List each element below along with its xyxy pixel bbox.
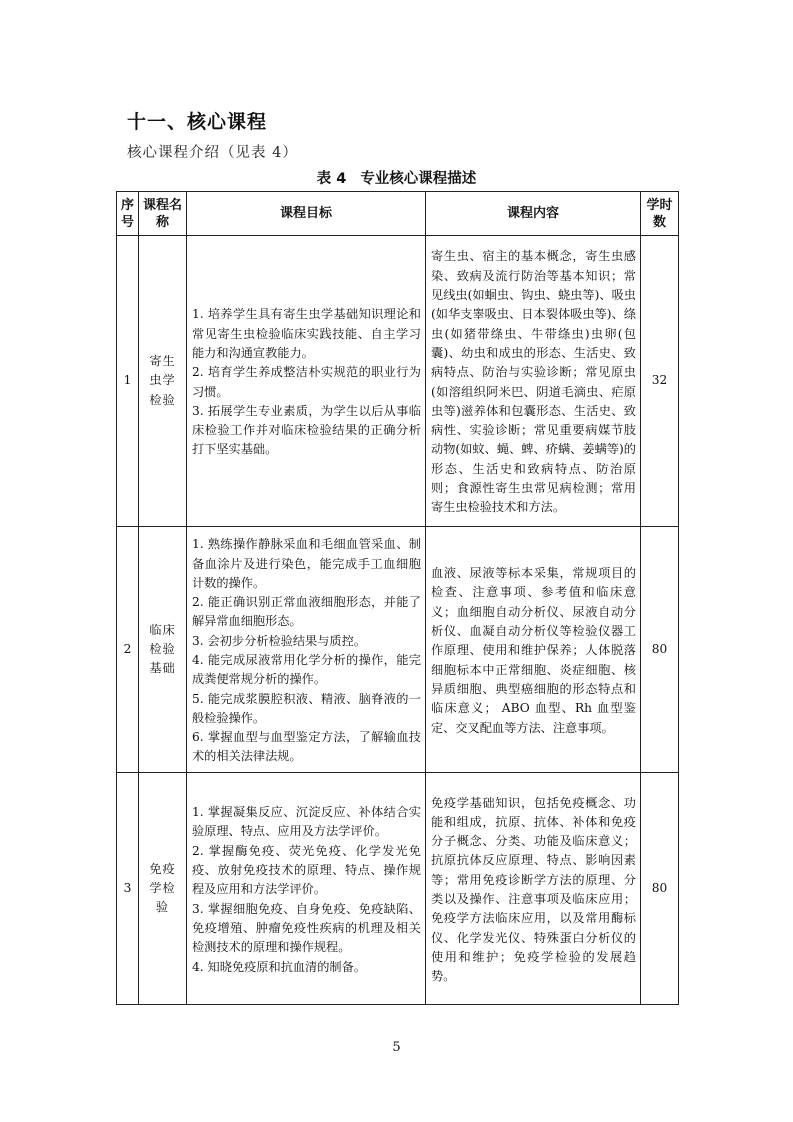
course-content: 免疫学基础知识，包括免疫概念、功能和组成，抗原、抗体、补体和免疫分子概念、分类、功能及临床意义；抗原抗体反应原理、特点、影响因素等；常用免疫诊断学方法的原理、分类以及操作、注意事项及临床应用；免疫学方法临床应用，以及常用酶标仪、化学发光仪、特殊蛋白分析仪的使用和维护；免疫学检验的发展趋势。 [426, 773, 641, 1005]
row-index: 3 [117, 773, 139, 1005]
goal-item: 3. 拓展学生专业素质，为学生以后从事临床检验工作并对临床检验结果的正确分析打下坚实基础。 [192, 403, 421, 457]
goal-item: 3. 掌握细胞免疫、自身免疫、免疫缺陷、免疫增殖、肿瘤免疫性疾病的机理及相关检测技术的原理和操作规程。 [192, 901, 421, 955]
goal-item: 5. 能完成浆膜腔积液、精液、脑脊液的一般检验操作。 [192, 691, 421, 725]
course-hours: 32 [641, 236, 679, 527]
header-goals: 课程目标 [187, 192, 426, 236]
course-name: 寄生虫学检验 [139, 236, 187, 527]
header-index: 序号 [117, 192, 139, 236]
goal-item: 2. 能正确识别正常血液细胞形态，并能了解异常血细胞形态。 [192, 595, 421, 629]
goal-item: 2. 培育学生养成整洁朴实规范的职业行为习惯。 [192, 365, 421, 399]
table-caption [0, 167, 793, 188]
goal-item: 1. 掌握凝集反应、沉淀反应、补体结合实验原理、特点、应用及方法学评价。 [192, 805, 421, 839]
course-goals [187, 773, 426, 1005]
goal-item: 1. 培养学生具有寄生虫学基础知识理论和常见寄生虫检验临床实践技能、自主学习能力和沟通宣教能力。 [192, 307, 421, 360]
header-content: 课程内容 [426, 192, 641, 236]
course-goals [187, 236, 426, 527]
section-title: 十一、核心课程 [127, 111, 268, 133]
goal-item: 6. 掌握血型与血型鉴定方法，了解输血技术的相关法律法规。 [192, 730, 421, 764]
core-courses-table [116, 191, 679, 1005]
goal-item: 4. 能完成尿液常用化学分析的操作，能完成粪便常规分析的操作。 [192, 653, 421, 687]
goal-item: 4. 知晓免疫原和抗血清的制备。 [192, 959, 366, 974]
table-caption-number: 表 4 [316, 171, 347, 187]
header-hours: 学时数 [641, 192, 679, 236]
goal-item: 3. 会初步分析检验结果与质控。 [192, 633, 366, 648]
course-hours: 80 [641, 527, 679, 773]
table-caption-title: 专业核心课程描述 [360, 171, 477, 187]
goal-item: 2. 掌握酶免疫、荧光免疫、化学发光免疫、放射免疫技术的原理、特点、操作规程及应用和方法学评价。 [192, 843, 421, 897]
table-row [117, 527, 679, 773]
row-index: 1 [117, 236, 139, 527]
course-hours: 80 [641, 773, 679, 1005]
table-header-row [117, 192, 679, 236]
goal-item: 1. 熟练操作静脉采血和毛细血管采血、制备血涂片及进行染色，能完成手工血细胞计数的操作。 [192, 537, 421, 590]
course-content: 寄生虫、宿主的基本概念，寄生虫感染、致病及流行防治等基本知识；常见线虫(如蛔虫、钩虫、蛲虫等)、吸虫(如华支睾吸虫、日本裂体吸虫等)、绦虫(如猪带绦虫、牛带绦虫)虫卵(包囊)、幼虫和成虫的形态、生活史、致病特点、防治与实验诊断；常见原虫(如溶组织阿米巴、阴道毛滴虫、疟原虫等)滋养体和包囊形态、生活史、致病性、实验诊断；常见重要病媒节肢动物(如蚊、蝇、蜱、疥螨、姜螨等)的形态、生活史和致病特点、防治原则；食源性寄生虫常见病检测；常用寄生虫检验技术和方法。 [426, 236, 641, 527]
course-content: 血液、尿液等标本采集，常规项目的检查、注意事项、参考值和临床意义；血细胞自动分析仪、尿液自动分析仪、血凝自动分析仪等检验仪器工作原理、使用和维护保养；人体脱落细胞标本中正常细胞、炎症细胞、核异质细胞、典型癌细胞的形态特点和临床意义； ABO 血型、Rh 血型鉴定、交叉配血等方法、注意事项。 [426, 527, 641, 773]
page-number: 5 [392, 1040, 401, 1055]
course-name: 免疫学检验 [139, 773, 187, 1005]
table-row [117, 236, 679, 527]
row-index: 2 [117, 527, 139, 773]
course-goals [187, 527, 426, 773]
table-row [117, 773, 679, 1005]
header-name: 课程名称 [139, 192, 187, 236]
section-intro: 核心课程介绍（见表 4） [127, 145, 298, 161]
course-name: 临床检验基础 [139, 527, 187, 773]
